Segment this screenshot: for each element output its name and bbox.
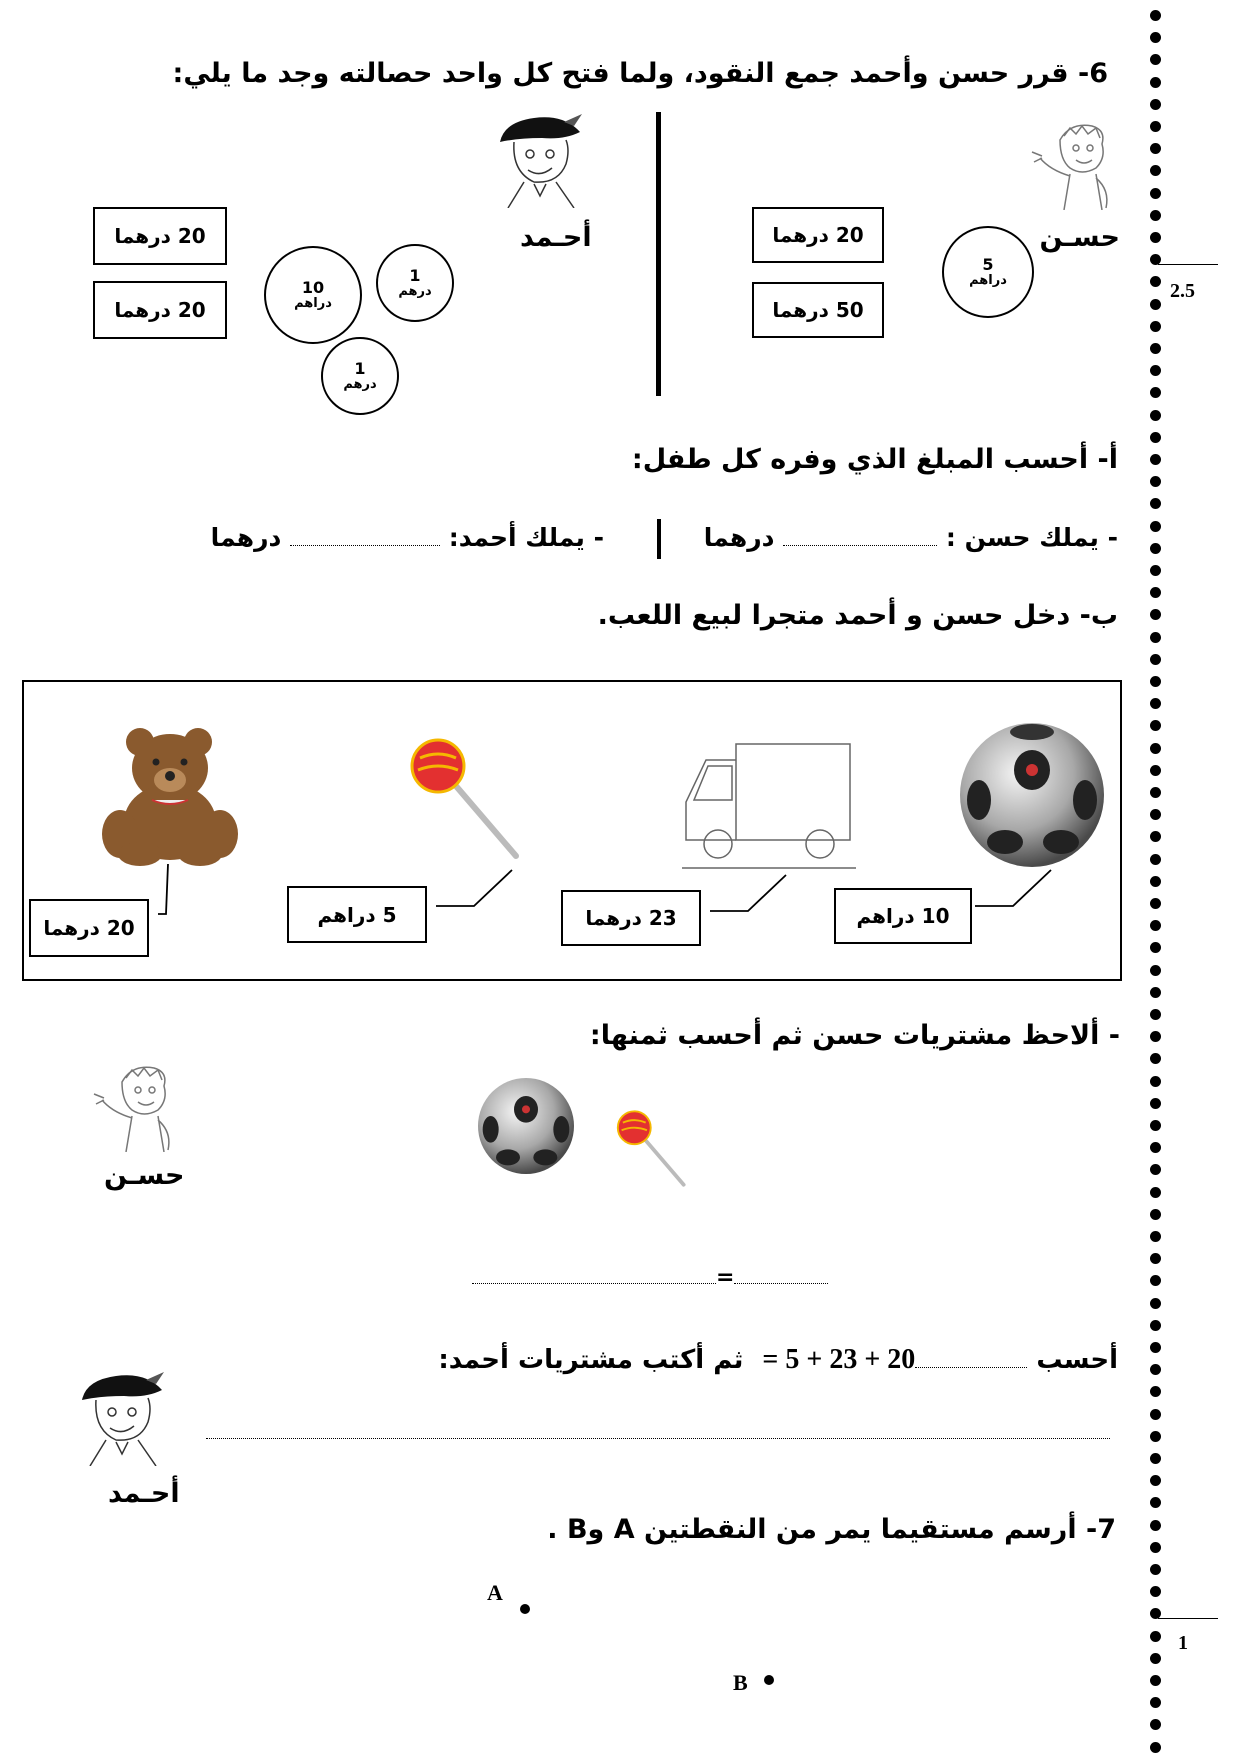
- point-a: [520, 1604, 530, 1614]
- binder-dot: [1150, 1542, 1161, 1553]
- binder-dot: [1150, 1342, 1161, 1353]
- binder-dot: [1150, 654, 1161, 665]
- binder-dot: [1150, 232, 1161, 243]
- coin-unit: درهم: [398, 283, 432, 299]
- binder-dot: [1150, 387, 1161, 398]
- binder-dot: [1150, 720, 1161, 731]
- binder-dot: [1150, 609, 1161, 620]
- binder-dot: [1150, 1031, 1161, 1042]
- coin-unit: دراهم: [969, 272, 1007, 288]
- binder-dot: [1150, 1164, 1161, 1175]
- binder-dot: [1150, 965, 1161, 976]
- binder-dot: [1150, 210, 1161, 221]
- binder-dot: [1150, 121, 1161, 132]
- binder-dot: [1150, 1475, 1161, 1486]
- coin-value: 5: [982, 255, 994, 275]
- binder-dot: [1150, 521, 1161, 532]
- equals-sign: =: [716, 1265, 735, 1290]
- score-q7: 1: [1178, 1632, 1188, 1654]
- binder-dot: [1150, 920, 1161, 931]
- part-b-title: ب- دخل حسن و أحمد متجرا لبيع اللعب.: [597, 600, 1118, 631]
- binder-dot: [1150, 454, 1161, 465]
- truck-icon: [682, 740, 856, 872]
- binder-dot: [1150, 809, 1161, 820]
- ahmed-purchases-blank[interactable]: [206, 1438, 1110, 1439]
- part-a-title: أ- أحسب المبلغ الذي وفره كل طفل:: [631, 444, 1118, 475]
- binder-dot: [1150, 1675, 1161, 1686]
- hassan-unit: درهما: [703, 523, 775, 552]
- binder-dot: [1150, 1076, 1161, 1087]
- small-ball-icon: [476, 1076, 576, 1176]
- hassan-answer-blank[interactable]: [783, 544, 937, 546]
- binder-dot: [1150, 343, 1161, 354]
- score-q6: 2.5: [1170, 280, 1195, 302]
- binder-dot: [1150, 1320, 1161, 1331]
- ahmed-note-20-a: 20 درهما: [93, 207, 227, 265]
- compute-line: [438, 1344, 1118, 1376]
- binder-dot: [1150, 987, 1161, 998]
- hassan-label-small: حسـن: [104, 1160, 185, 1191]
- vertical-divider: [656, 112, 661, 396]
- binder-dot: [1150, 676, 1161, 687]
- ahmed-unit: درهما: [210, 523, 282, 552]
- binder-dot: [1150, 32, 1161, 43]
- hassan-coin-5: [942, 226, 1034, 318]
- binder-dot: [1150, 1497, 1161, 1508]
- binder-dot: [1150, 498, 1161, 509]
- binder-dot: [1150, 365, 1161, 376]
- binder-dot: [1150, 1253, 1161, 1264]
- binder-dot: [1150, 10, 1161, 21]
- bear-price-tag: 20 درهما: [29, 899, 149, 957]
- ball-pointer: [975, 868, 1055, 908]
- binder-dot: [1150, 876, 1161, 887]
- hassan-note-50: 50 درهما: [752, 282, 884, 338]
- binder-dot: [1150, 1586, 1161, 1597]
- hassan-note-20: 20 درهما: [752, 207, 884, 263]
- binder-dot: [1150, 1520, 1161, 1531]
- binder-dot: [1150, 1431, 1161, 1442]
- binder-dot: [1150, 476, 1161, 487]
- hassan-total-line: [472, 1265, 828, 1290]
- hassan-amount-line: [704, 523, 1118, 552]
- ahmed-drawing-small-icon: [76, 1370, 170, 1466]
- binder-dot: [1150, 1653, 1161, 1664]
- coin-value: 10: [301, 278, 325, 298]
- coin-unit: درهم: [343, 376, 377, 392]
- ball-price-tag: 10 دراهم: [834, 888, 972, 944]
- binder-dot: [1150, 432, 1161, 443]
- hassan-label: حسـن: [1039, 222, 1120, 253]
- binder-dot: [1150, 99, 1161, 110]
- coin-unit: دراهم: [294, 295, 332, 311]
- bear-pointer: [158, 864, 178, 916]
- ahmed-has-label: - يملك أحمد:: [448, 523, 604, 552]
- binder-dot: [1150, 1697, 1161, 1708]
- binder-dot: [1150, 1742, 1161, 1753]
- point-b-label: B: [733, 1670, 748, 1695]
- binder-dot: [1150, 565, 1161, 576]
- ahmed-label-small: أحـمد: [108, 1478, 180, 1509]
- truck-price-tag: 23 درهما: [561, 890, 701, 946]
- ahmed-amount-line: [211, 523, 604, 552]
- binder-dot: [1150, 765, 1161, 776]
- binder-dot: [1150, 1187, 1161, 1198]
- score-line-1: [1158, 264, 1218, 265]
- binder-dot: [1150, 1120, 1161, 1131]
- binder-dot: [1150, 698, 1161, 709]
- binder-dot: [1150, 1386, 1161, 1397]
- lollipop-price-tag: 5 دراهم: [287, 886, 427, 943]
- answer-divider: [657, 519, 661, 559]
- binder-dot: [1150, 1409, 1161, 1420]
- binder-dot: [1150, 1298, 1161, 1309]
- ahmed-label: أحـمد: [520, 222, 592, 253]
- hassan-has-label: - يملك حسن :: [945, 523, 1118, 552]
- ahmed-answer-blank[interactable]: [290, 544, 440, 546]
- binder-dot: [1150, 165, 1161, 176]
- binder-dot: [1150, 1098, 1161, 1109]
- ahmed-drawing-icon: [494, 112, 588, 208]
- hassan-drawing-small-icon: [92, 1060, 182, 1152]
- binder-dot: [1150, 77, 1161, 88]
- binder-dot: [1150, 299, 1161, 310]
- binder-dot: [1150, 743, 1161, 754]
- binder-dot: [1150, 1564, 1161, 1575]
- binder-dot: [1150, 1009, 1161, 1020]
- question-6-title: 6- قرر حسن وأحمد جمع النقود، ولما فتح كل واحد حصالته وجد ما يلي:: [172, 58, 1108, 89]
- question-7-title: 7- أرسم مستقيما يمر من النقطتين A وB .: [547, 1514, 1116, 1545]
- observe-title: - ألاحظ مشتريات حسن ثم أحسب ثمنها:: [589, 1020, 1120, 1051]
- binder-dot: [1150, 1209, 1161, 1220]
- binder-dot: [1150, 1364, 1161, 1375]
- binder-dot: [1150, 54, 1161, 65]
- compute-word: أحسب: [1036, 1345, 1118, 1375]
- soccer-ball-icon: [957, 720, 1107, 870]
- coin-value: 1: [409, 266, 421, 286]
- hassan-drawing-icon: [1030, 118, 1120, 210]
- coin-value: 1: [354, 359, 366, 379]
- hassan-items-blank[interactable]: [472, 1282, 716, 1284]
- binder-dot: [1150, 831, 1161, 842]
- binder-dot: [1150, 143, 1161, 154]
- small-lollipop-icon: [614, 1106, 690, 1190]
- ahmed-coin-1-b: [321, 337, 399, 415]
- binder-dot: [1150, 632, 1161, 643]
- binder-dot: [1150, 321, 1161, 332]
- binder-dot: [1150, 587, 1161, 598]
- binder-dot: [1150, 1719, 1161, 1730]
- score-line-2: [1158, 1618, 1218, 1619]
- teddy-bear-icon: [100, 722, 240, 866]
- binder-dot: [1150, 1631, 1161, 1642]
- binder-dot: [1150, 1142, 1161, 1153]
- binder-dot: [1150, 1053, 1161, 1064]
- binder-dot: [1150, 188, 1161, 199]
- ahmed-coin-1-a: [376, 244, 454, 322]
- compute-expression: = 5 + 23 + 20: [762, 1344, 916, 1375]
- ahmed-note-20-b: 20 درهما: [93, 281, 227, 339]
- binder-dot: [1150, 1453, 1161, 1464]
- binder-dot: [1150, 787, 1161, 798]
- compute-tail: ثم أكتب مشتريات أحمد:: [438, 1345, 744, 1375]
- binder-dot: [1150, 276, 1161, 287]
- binder-dot: [1150, 942, 1161, 953]
- ahmed-coin-10: [264, 246, 362, 344]
- hassan-total-blank[interactable]: [734, 1282, 828, 1284]
- point-b: [764, 1675, 774, 1685]
- truck-pointer: [710, 873, 790, 913]
- binder-dot: [1150, 1275, 1161, 1286]
- binder-dot: [1150, 1231, 1161, 1242]
- point-a-label: A: [487, 1580, 503, 1605]
- binder-dot: [1150, 543, 1161, 554]
- binder-dot: [1150, 898, 1161, 909]
- binder-dot: [1150, 854, 1161, 865]
- lollipop-pointer: [436, 868, 516, 908]
- lollipop-icon: [406, 736, 526, 860]
- compute-answer-blank[interactable]: [915, 1366, 1027, 1368]
- binder-dot: [1150, 410, 1161, 421]
